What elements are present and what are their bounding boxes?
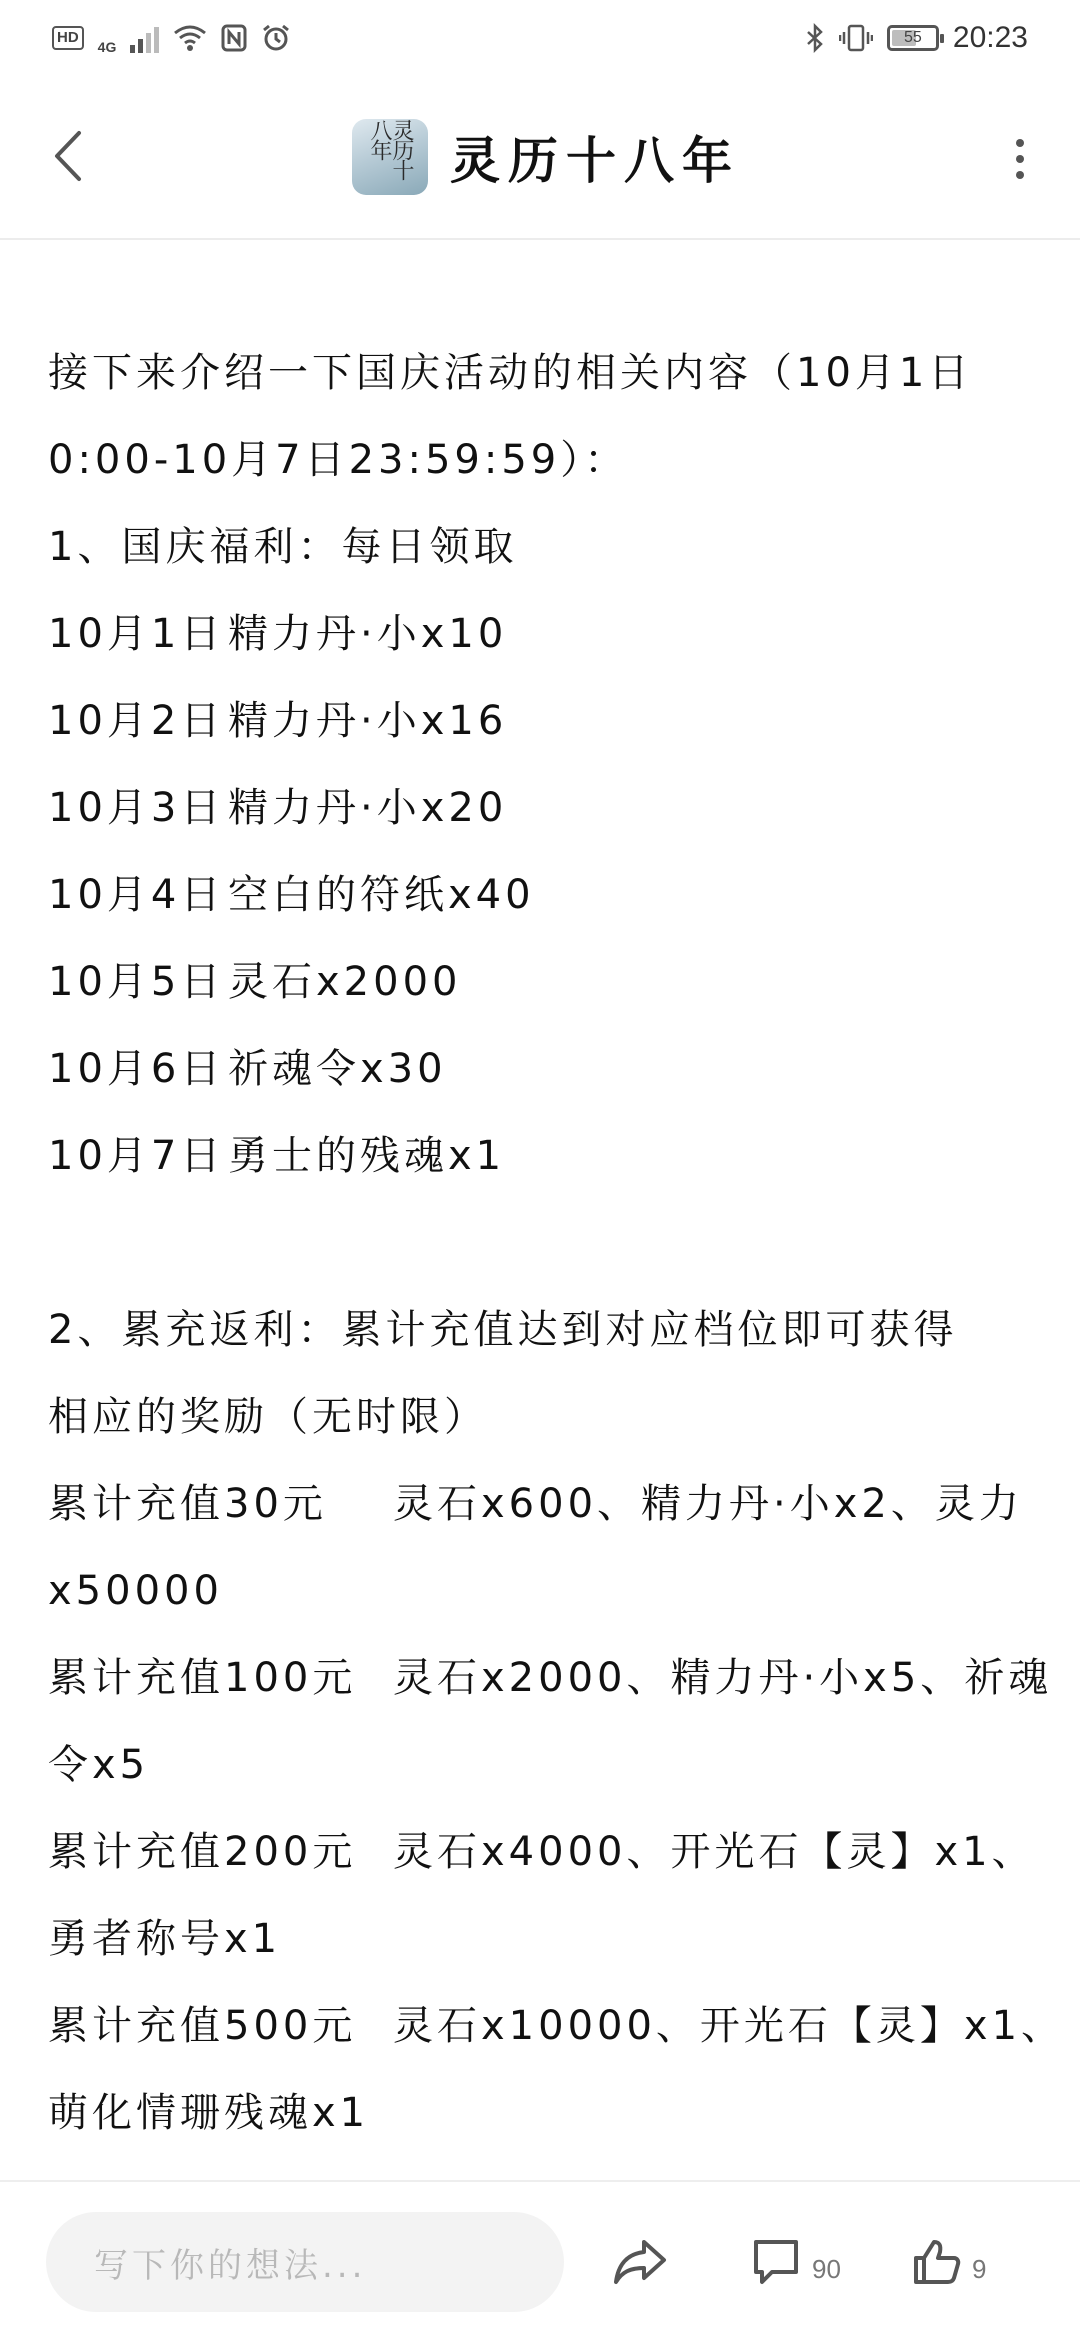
nfc-icon: [221, 24, 247, 52]
battery-icon: [887, 25, 939, 51]
reward-day: 10月3日: [48, 785, 225, 831]
recharge-tier-row: [48, 1809, 1038, 1896]
reward-item: 祈魂令x30: [228, 1046, 447, 1092]
tier-reward: 灵石x10000、开光石【灵】x1、: [393, 2003, 1066, 2049]
status-bar: [0, 0, 1080, 75]
tier-reward: 灵石x2000、精力丹·小x5、祈魂: [393, 1655, 1053, 1701]
tier-reward: 灵石x4000、开光石【灵】x1、: [393, 1829, 1036, 1875]
more-vertical-icon: [1016, 139, 1024, 147]
reward-item: 灵石x2000: [228, 959, 462, 1005]
reward-item: 精力丹·小x10: [228, 611, 508, 657]
clock: 20:23: [952, 20, 1028, 54]
reward-item: 精力丹·小x20: [228, 785, 508, 831]
vibrate-icon: [839, 23, 873, 53]
recharge-tier-row: [48, 1635, 1053, 1722]
like-count: 9: [972, 2253, 987, 2284]
section2-title-line-1: 2、累充返利：累计充值达到对应档位即可获得: [48, 1307, 958, 1353]
reward-day: 10月6日: [48, 1046, 225, 1092]
tier-label: 累计充值200元: [48, 1829, 357, 1875]
network-type: 4G: [97, 38, 117, 55]
bottom-action-bar: [0, 2180, 1080, 2340]
like-button[interactable]: [910, 2230, 986, 2294]
daily-reward-row: [48, 765, 1038, 852]
share-button[interactable]: [612, 2230, 668, 2294]
battery-level: 55: [904, 28, 922, 46]
daily-reward-row: [48, 852, 1038, 939]
tier-reward-continued: x50000: [48, 1568, 223, 1614]
hd-badge: HD: [52, 26, 84, 50]
share-icon: [612, 2236, 668, 2288]
blank-line: [48, 1200, 1038, 1287]
wifi-icon: [173, 24, 207, 52]
title-group[interactable]: [352, 119, 740, 195]
daily-reward-row: [48, 939, 1038, 1026]
reward-day: 10月5日: [48, 959, 225, 1005]
comment-input[interactable]: 写下你的想法...: [46, 2212, 564, 2312]
signal-icon: [130, 23, 159, 53]
recharge-tier-row: [48, 1461, 1038, 1548]
tier-label: 累计充值30元: [48, 1481, 327, 1527]
bluetooth-icon: [805, 23, 825, 53]
reward-day: 10月1日: [48, 611, 225, 657]
section2-title-line-2: 相应的奖励（无时限）: [48, 1394, 488, 1440]
reward-item: 空白的符纸x40: [228, 872, 535, 918]
daily-reward-row: [48, 1026, 1038, 1113]
app-header: [0, 75, 1080, 240]
tier-label: 累计充值100元: [48, 1655, 357, 1701]
intro-line-1: 接下来介绍一下国庆活动的相关内容（10月1日: [48, 350, 973, 396]
tier-reward-continued: 萌化情珊残魂x1: [48, 2090, 370, 2136]
intro-line-2: 0:00-10月7日23:59:59）：: [48, 437, 629, 483]
daily-reward-row: [48, 591, 1038, 678]
daily-reward-row: [48, 1113, 1038, 1200]
status-left: [52, 21, 291, 55]
tier-reward: 灵石x600、精力丹·小x2、灵力: [393, 1481, 1023, 1527]
recharge-tier-row: [48, 1983, 1066, 2070]
reward-item: 精力丹·小x16: [228, 698, 508, 744]
app-logo: 灵历十八年: [352, 119, 428, 195]
daily-reward-row: [48, 678, 1038, 765]
tier-reward-continued: 勇者称号x1: [48, 1916, 282, 1962]
reward-day: 10月4日: [48, 872, 225, 918]
alarm-icon: [261, 23, 291, 53]
reward-day: 10月2日: [48, 698, 225, 744]
section1-title: 1、国庆福利：每日领取: [48, 524, 518, 570]
reward-day: 10月7日: [48, 1133, 225, 1179]
back-arrow-icon: [51, 129, 85, 183]
more-button[interactable]: [1000, 131, 1040, 187]
article-body: [48, 330, 1066, 2157]
comment-count: 90: [812, 2253, 841, 2284]
thumbs-up-icon: [910, 2236, 962, 2288]
comment-button[interactable]: [750, 2230, 841, 2294]
comment-icon: [750, 2236, 802, 2288]
back-button[interactable]: [38, 121, 98, 191]
status-right: [805, 21, 1028, 55]
tier-reward-continued: 令x5: [48, 1742, 150, 1788]
tier-label: 累计充值500元: [48, 2003, 357, 2049]
page-title: 灵历十八年: [450, 131, 740, 190]
reward-item: 勇士的残魂x1: [228, 1133, 506, 1179]
